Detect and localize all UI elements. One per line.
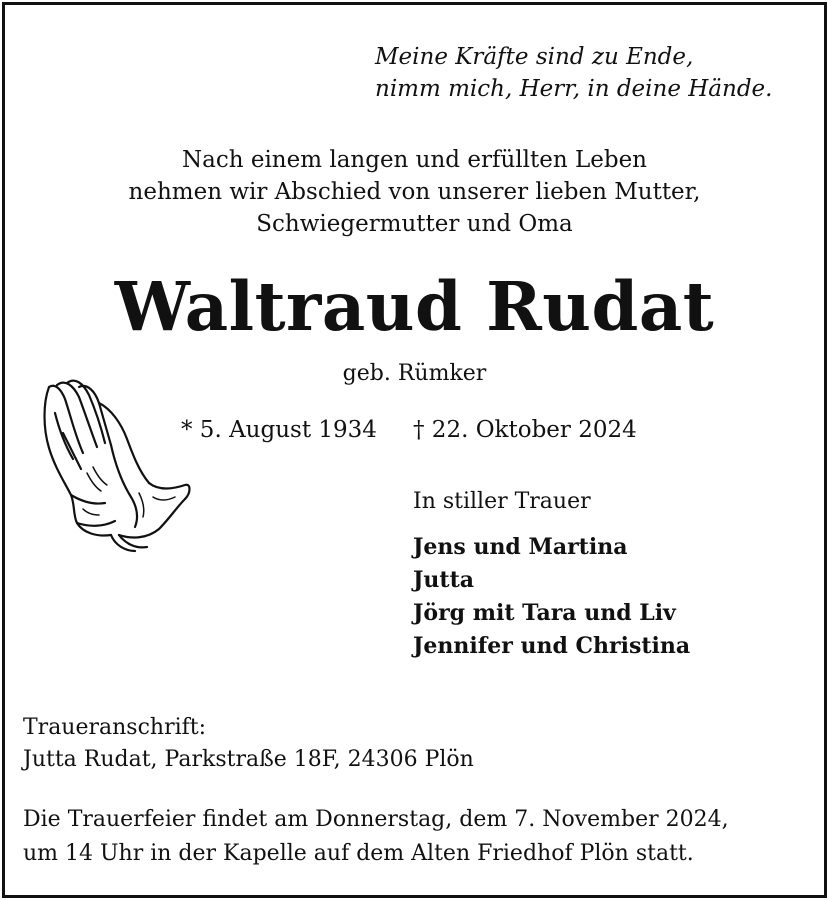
service-line-2: um 14 Uhr in der Kapelle auf dem Alten Friedhof Plön statt.	[23, 841, 694, 866]
mourning-heading: In stiller Trauer	[413, 489, 591, 514]
family-list	[413, 531, 690, 663]
family-member: Jens und Martina	[413, 534, 628, 560]
funeral-service-info	[23, 803, 729, 871]
intro-line-1: Nach einem langen und erfüllten Leben	[181, 147, 647, 173]
obituary-notice	[2, 2, 827, 898]
death-date: † 22. Oktober 2024	[413, 417, 637, 443]
family-member: Jennifer und Christina	[413, 633, 691, 659]
verse-line-2: nimm mich, Herr, in deine Hände.	[375, 76, 773, 102]
verse-line-1: Meine Kräfte sind zu Ende,	[375, 44, 694, 70]
birth-date: * 5. August 1934	[181, 417, 377, 443]
address-label: Traueranschrift:	[23, 715, 207, 740]
family-member: Jutta	[413, 567, 474, 593]
bible-verse	[375, 41, 772, 105]
address-text: Jutta Rudat, Parkstraße 18F, 24306 Plön	[23, 747, 474, 772]
intro-line-2: nehmen wir Abschied von unserer lieben Mutter,	[128, 179, 701, 205]
praying-hands-icon	[35, 373, 195, 553]
intro-line-3: Schwiegermutter und Oma	[256, 211, 573, 237]
mourning-address	[23, 712, 474, 776]
service-line-1: Die Trauerfeier findet am Donnerstag, dem 7. November 2024,	[23, 807, 729, 832]
deceased-name: Waltraud Rudat	[114, 267, 715, 346]
intro-text	[5, 144, 824, 240]
family-member: Jörg mit Tara und Liv	[413, 600, 676, 626]
birth-name: geb. Rümker	[342, 361, 487, 386]
